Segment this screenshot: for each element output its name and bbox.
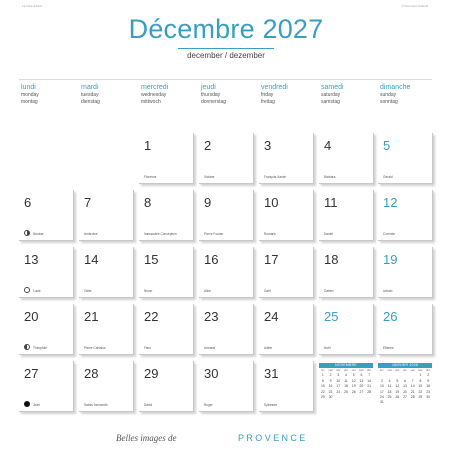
saint-name: Flavi — [144, 346, 151, 350]
mini-day: 27 — [403, 395, 407, 400]
day-cell — [319, 190, 374, 241]
mini-day: 14 — [410, 384, 415, 389]
day-cell — [259, 133, 314, 184]
mini-day: 28 — [410, 395, 415, 400]
mini-day: 16 — [328, 384, 333, 389]
mini-weekday-header: ven — [410, 369, 415, 372]
saint-name: Florence — [144, 175, 157, 179]
mini-day: 5 — [352, 373, 355, 378]
mini-day: 25 — [387, 395, 392, 400]
mini-day: 31 — [379, 400, 384, 405]
moon-phase-first-icon — [24, 230, 30, 236]
day-number: 11 — [324, 195, 338, 210]
saint-name: Pierre Canisius — [84, 346, 106, 350]
mini-day: 6 — [404, 378, 406, 383]
mini-day: 20 — [403, 389, 407, 394]
day-number: 2 — [204, 138, 212, 153]
day-cell — [19, 190, 74, 241]
mini-day: 21 — [367, 384, 372, 389]
day-number: 10 — [264, 195, 279, 210]
saint-name: Odile — [84, 289, 92, 293]
saint-name: Jean — [33, 403, 40, 407]
mini-day: 19 — [351, 384, 356, 389]
weekday-header-friday — [261, 84, 319, 106]
day-cell — [19, 247, 74, 298]
moon-phase-last-icon — [24, 344, 30, 350]
saint-name: François-Xavier — [264, 175, 287, 179]
mini-weekday-header: jeu — [403, 369, 407, 372]
day-number: 18 — [324, 252, 339, 267]
day-number: 13 — [24, 252, 39, 267]
day-cell — [139, 304, 194, 355]
mini-day: 22 — [320, 389, 325, 394]
weekday-label-en: thursday — [201, 92, 221, 98]
day-number: 20 — [24, 309, 39, 324]
mini-weekday-header: ven — [351, 369, 356, 372]
mini-day: 6 — [360, 373, 363, 378]
day-number: 25 — [324, 309, 339, 324]
mini-day: 22 — [418, 389, 423, 394]
mini-day: 21 — [410, 389, 415, 394]
moon-phase-new-icon — [24, 401, 30, 407]
saint-name: Immaculée Conception — [144, 232, 177, 236]
day-cell — [259, 361, 314, 412]
saint-name: Romaric — [264, 232, 276, 236]
day-number: 24 — [264, 309, 279, 324]
mini-day: 11 — [344, 378, 348, 383]
mini-day: 3 — [380, 378, 383, 383]
mini-day: 18 — [387, 389, 392, 394]
mini-day: 1 — [419, 373, 422, 378]
weekday-label-fr: jeudi — [201, 84, 216, 91]
empty-cell — [19, 133, 74, 184]
publisher-label: La Côte d'Azur — [22, 4, 42, 8]
mini-day: 30 — [328, 395, 333, 400]
day-number: 29 — [144, 366, 159, 381]
mini-day: 27 — [359, 389, 364, 394]
weekday-label-fr: mercredi — [141, 84, 169, 91]
saint-name: Pierre Fourier — [204, 232, 224, 236]
mini-day: 7 — [368, 373, 371, 378]
mini-calendar — [378, 363, 432, 406]
mini-day: 30 — [426, 395, 431, 400]
day-number: 30 — [204, 366, 219, 381]
mini-weekday-header: dim — [367, 369, 372, 372]
saint-name: Etienne — [383, 346, 394, 350]
weekday-header-saturday — [321, 84, 379, 106]
saint-name: Noël — [324, 346, 331, 350]
day-number: 22 — [144, 309, 159, 324]
day-cell — [139, 247, 194, 298]
day-number: 1 — [144, 138, 152, 153]
mini-calendar-title: NOVEMBRE — [319, 363, 373, 368]
weekday-label-fr: dimanche — [380, 84, 411, 91]
day-number: 15 — [144, 252, 159, 267]
weekday-label-de: freitag — [261, 99, 275, 105]
day-cell — [79, 190, 134, 241]
mini-weekday-header: jeu — [344, 369, 348, 372]
day-cell — [199, 361, 254, 412]
moon-phase-full-icon — [24, 287, 30, 293]
day-number: 9 — [204, 195, 212, 210]
mini-day: 16 — [426, 384, 431, 389]
mini-weekday-header: mer — [336, 369, 341, 372]
mini-day: 12 — [395, 384, 400, 389]
saint-name: Gaël — [264, 289, 271, 293]
day-number: 12 — [383, 195, 398, 210]
weekday-label-fr: mardi — [81, 84, 99, 91]
mini-day: 1 — [321, 373, 324, 378]
saint-name: Alice — [204, 289, 211, 293]
saint-name: Ninon — [144, 289, 153, 293]
mini-weekday-header: mar — [328, 369, 333, 372]
weekday-label-de: dienstag — [81, 99, 100, 105]
mini-day: 20 — [359, 384, 364, 389]
day-number: 19 — [383, 252, 398, 267]
weekday-label-en: tuesday — [81, 92, 99, 98]
copyright-label: © Pour Aeio Vintenil — [401, 4, 428, 8]
saint-name: Roger — [204, 403, 213, 407]
day-cell — [19, 361, 74, 412]
weekday-label-en: sunday — [380, 92, 397, 98]
day-cell — [79, 304, 134, 355]
saint-name: Théophile — [33, 346, 47, 350]
mini-weekday-header: sam — [358, 369, 364, 372]
mini-day: 10 — [379, 384, 384, 389]
mini-day: 19 — [395, 389, 400, 394]
mini-day: 11 — [387, 384, 392, 389]
day-cell — [199, 133, 254, 184]
mini-day: 24 — [379, 395, 384, 400]
day-cell — [139, 133, 194, 184]
mini-day: 3 — [337, 373, 340, 378]
saint-name: Armand — [204, 346, 216, 350]
day-cell — [199, 247, 254, 298]
mini-calendar — [319, 363, 373, 400]
day-number: 4 — [324, 138, 332, 153]
day-cell — [378, 304, 433, 355]
saint-name: Lucie — [33, 289, 41, 293]
mini-day: 29 — [418, 395, 423, 400]
day-cell — [259, 304, 314, 355]
mini-day: 2 — [329, 373, 332, 378]
day-cell — [139, 361, 194, 412]
mini-day: 9 — [329, 378, 332, 383]
day-number: 26 — [383, 309, 398, 324]
weekday-header-wednesday — [141, 84, 199, 106]
weekday-label-fr: samedi — [321, 84, 344, 91]
title-underline — [178, 48, 274, 49]
weekday-header-tuesday — [81, 84, 139, 106]
mini-day: 7 — [411, 378, 414, 383]
mini-day: 13 — [359, 378, 364, 383]
mini-day: 24 — [336, 389, 341, 394]
day-cell — [199, 190, 254, 241]
saint-name: Corentin — [383, 232, 396, 236]
weekday-label-de: mittwoch — [141, 99, 161, 105]
weekday-label-de: samstag — [321, 99, 340, 105]
weekday-label-en: friday — [261, 92, 274, 98]
mini-day: 25 — [344, 389, 348, 394]
mini-day: 15 — [418, 384, 423, 389]
mini-day: 26 — [351, 389, 356, 394]
day-cell — [319, 304, 374, 355]
day-cell — [79, 247, 134, 298]
day-number: 17 — [264, 252, 279, 267]
saint-name: Gatien — [324, 289, 334, 293]
saint-name: David — [144, 403, 153, 407]
divider — [19, 79, 432, 80]
mini-day: 4 — [388, 378, 391, 383]
mini-day: 2 — [427, 373, 430, 378]
saint-name: Sylvestre — [264, 403, 278, 407]
mini-day: 28 — [367, 389, 372, 394]
mini-day: 17 — [379, 389, 384, 394]
day-number: 21 — [84, 309, 99, 324]
day-cell — [259, 190, 314, 241]
footer-brand: PROVENCE — [238, 433, 308, 443]
day-number: 3 — [264, 138, 272, 153]
mini-day: 17 — [336, 384, 341, 389]
mini-day: 8 — [419, 378, 422, 383]
mini-day: 14 — [367, 378, 372, 383]
day-cell — [319, 247, 374, 298]
day-number: 28 — [84, 366, 99, 381]
mini-calendar-title: JANVIER 2028 — [378, 363, 432, 368]
saint-name: Saints Innocents — [84, 403, 108, 407]
day-cell — [139, 190, 194, 241]
day-cell — [199, 304, 254, 355]
saint-name: Urbain — [383, 289, 393, 293]
month-title: Décembre 2027 — [128, 14, 324, 44]
day-number: 16 — [204, 252, 219, 267]
mini-weekday-header: sam — [417, 369, 423, 372]
mini-weekday-header: lun — [380, 369, 384, 372]
mini-weekday-header: mar — [387, 369, 392, 372]
day-cell — [19, 304, 74, 355]
saint-name: Viviane — [204, 175, 215, 179]
saint-name: Barbara — [324, 175, 336, 179]
day-number: 7 — [84, 195, 92, 210]
mini-calendar-grid — [378, 368, 432, 406]
mini-day: 29 — [320, 395, 325, 400]
mini-day: 18 — [344, 384, 348, 389]
weekday-header-thursday — [201, 84, 259, 106]
weekday-label-en: saturday — [321, 92, 341, 98]
day-cell — [79, 361, 134, 412]
mini-day: 8 — [321, 378, 324, 383]
saint-name: Nicolas — [33, 232, 44, 236]
day-number: 8 — [144, 195, 152, 210]
weekday-header-sunday — [380, 84, 438, 106]
day-cell — [259, 247, 314, 298]
empty-cell — [79, 133, 134, 184]
day-cell — [319, 133, 374, 184]
saint-name: Gérald — [383, 175, 393, 179]
weekday-label-de: sonntag — [380, 99, 398, 105]
mini-day: 12 — [351, 378, 356, 383]
weekday-header-monday — [21, 84, 79, 106]
mini-weekday-header: dim — [426, 369, 431, 372]
saint-name: Daniel — [324, 232, 334, 236]
mini-day: 4 — [345, 373, 347, 378]
day-number: 27 — [24, 366, 39, 381]
mini-day: 5 — [396, 378, 399, 383]
mini-weekday-header: mer — [395, 369, 400, 372]
mini-weekday-header: lun — [321, 369, 325, 372]
day-cell — [378, 247, 433, 298]
day-cell — [378, 133, 433, 184]
day-number: 31 — [264, 366, 279, 381]
mini-day: 10 — [336, 378, 341, 383]
day-cell — [378, 190, 433, 241]
mini-day: 15 — [320, 384, 325, 389]
footer-script: Belles images de — [116, 433, 177, 443]
saint-name: Adèle — [264, 346, 273, 350]
month-subtitle: december / dezember — [187, 51, 265, 60]
mini-day: 23 — [328, 389, 333, 394]
saint-name: Ambroise — [84, 232, 98, 236]
day-number: 23 — [204, 309, 219, 324]
weekday-label-de: donnerstag — [201, 99, 227, 105]
weekday-label-en: wednesday — [141, 92, 167, 98]
day-number: 6 — [24, 195, 32, 210]
weekday-label-de: montag — [21, 99, 38, 105]
weekday-label-fr: vendredi — [261, 84, 288, 91]
day-number: 5 — [383, 138, 391, 153]
mini-day: 26 — [395, 395, 400, 400]
mini-day: 9 — [427, 378, 430, 383]
mini-day: 13 — [403, 384, 407, 389]
weekday-label-en: monday — [21, 92, 39, 98]
weekday-label-fr: lundi — [21, 84, 36, 91]
mini-calendar-grid — [319, 368, 373, 400]
day-number: 14 — [84, 252, 99, 267]
mini-day: 23 — [426, 389, 431, 394]
